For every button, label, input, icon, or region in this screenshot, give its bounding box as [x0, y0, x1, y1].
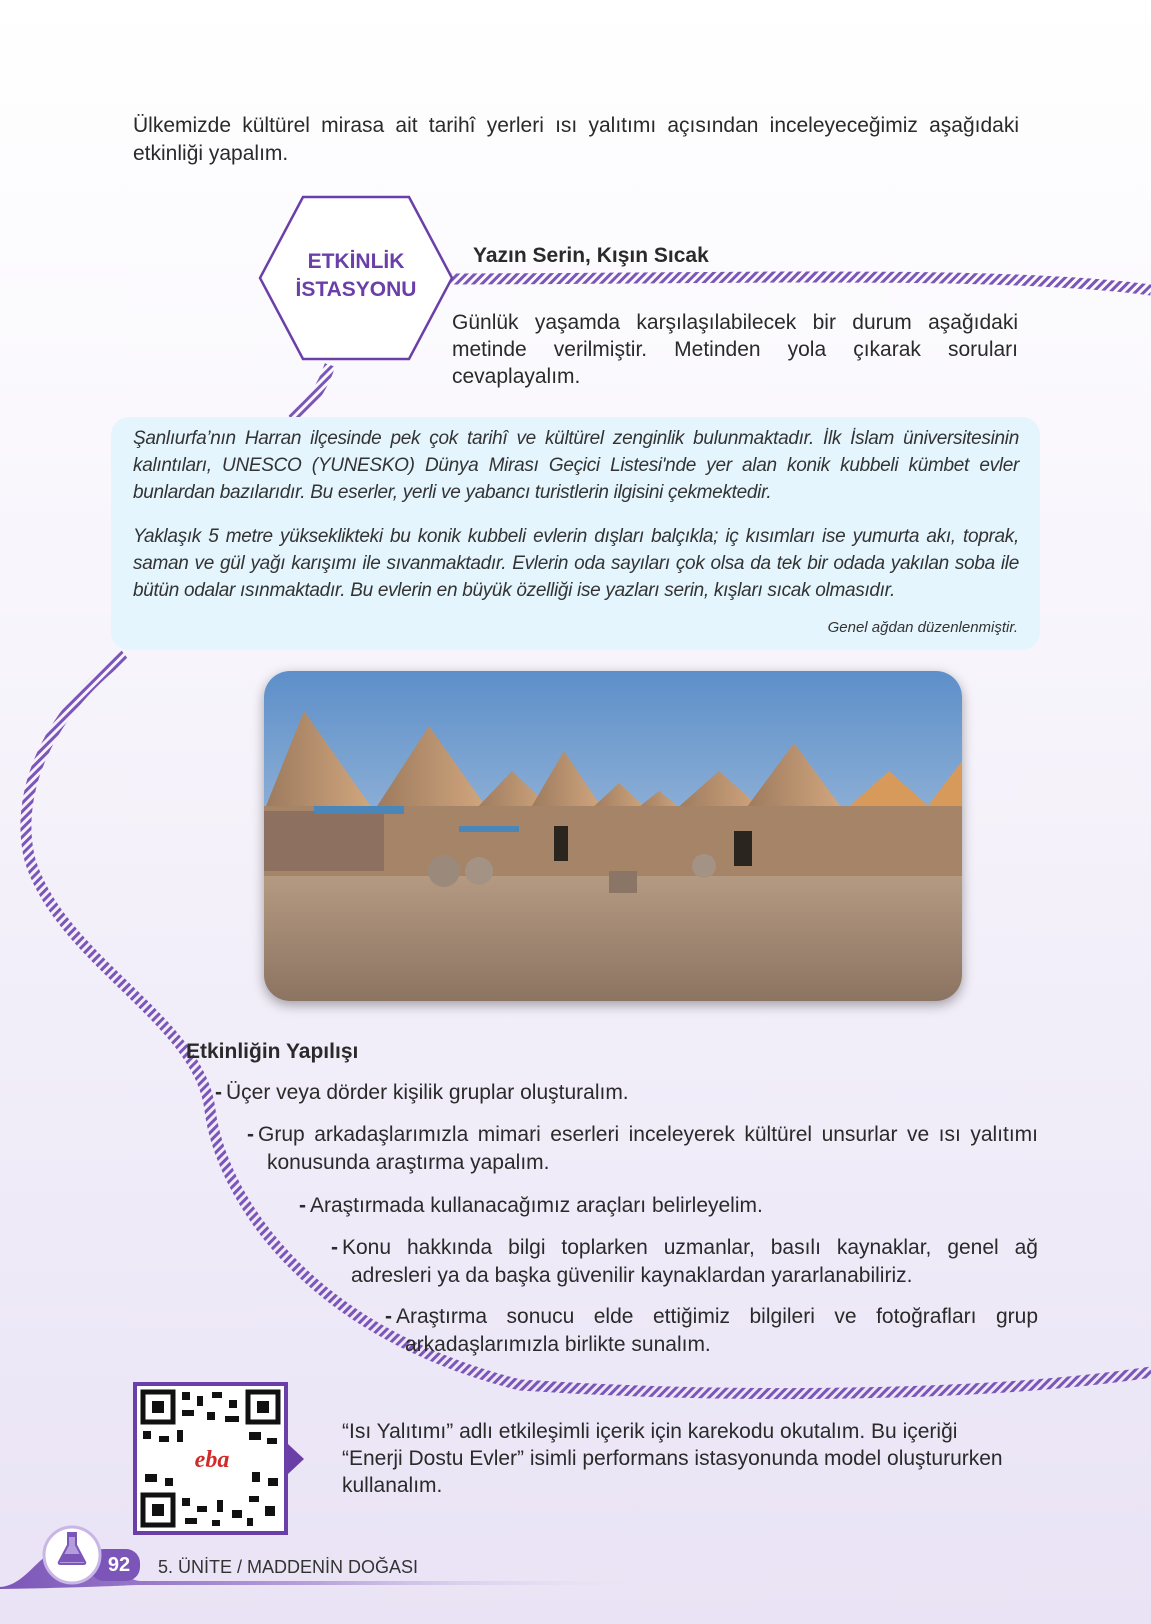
step-item: [331, 1234, 1038, 1290]
steps-title: Etkinliğin Yapılışı: [186, 1040, 359, 1063]
step-text: Konu hakkında bilgi toplarken uzmanlar, basılı kaynaklar, genel ağ adresleri ya da başka güvenilir kaynaklardan yararlanabiliriz.: [342, 1236, 1038, 1287]
flask-icon: [56, 1530, 88, 1566]
step-text: Grup arkadaşlarımızla mimari eserleri inceleyerek kültürel unsurlar ve ısı yalıtımı konusunda araştırma yapalım.: [258, 1123, 1038, 1174]
step-item: [299, 1192, 999, 1220]
step-dash: -: [215, 1081, 222, 1104]
step-dash: -: [331, 1236, 338, 1259]
step-dash: -: [247, 1123, 254, 1146]
step-dash: -: [299, 1194, 306, 1217]
station-label-line2: İSTASYONU: [295, 278, 417, 301]
step-dash: -: [385, 1305, 392, 1328]
station-label-line1: ETKİNLİK: [307, 250, 405, 273]
info-paragraph-1: Şanlıurfa’nın Harran ilçesinde pek çok tarihî ve kültürel zenginlik bulunmaktadır. İlk İslam üniversitesinin kalıntıları, UNESCO (YUNESKO) Dünya Mirası Geçici Listesi'nde yer alan konik kubbeli kümbet evler bunlardan bazılarıdır. Bu eserler, yerli ve yabancı turistlerin ilgisini çekmektedir.: [133, 428, 1019, 503]
page-number: 92: [107, 1554, 131, 1576]
step-text: Üçer veya dörder kişilik gruplar oluşturalım.: [226, 1081, 629, 1104]
info-source: Genel ağdan düzenlenmiştir.: [827, 619, 1018, 636]
step-text: Araştırma sonucu elde ettiğimiz bilgileri ve fotoğrafları grup arkadaşlarımızla birlikte sunalım.: [396, 1305, 1038, 1356]
qr-arrow-icon: [288, 1444, 304, 1474]
info-box: [111, 417, 1040, 650]
eba-logo: eba: [194, 1447, 230, 1473]
activity-title: Yazın Serin, Kışın Sıcak: [473, 244, 709, 267]
step-item: [385, 1303, 1038, 1359]
activity-description: Günlük yaşamda karşılaşılabilecek bir durum aşağıdaki metinde verilmiştir. Metinden yola çıkarak soruları cevaplayalım.: [452, 311, 1018, 388]
info-paragraph-2: Yaklaşık 5 metre yükseklikteki bu konik kubbeli evlerin dışları balçıkla; iç kısımları ise yumurta akı, toprak, saman ve gül yağı karışımı ile sıvanmaktadır. Evlerin oda sayıları çok olsa da tek bir odada yakılan soba ile bütün odalar ısınmaktadır. Bu evlerin en büyük özelliği ise yazları serin, kışları sıcak olmasıdır.: [133, 526, 1019, 601]
intro-text: Ülkemizde kültürel mirasa ait tarihî yerleri ısı yalıtımı açısından inceleyeceğimiz aşağıdaki etkinliği yapalım.: [133, 114, 1019, 165]
step-item: [247, 1121, 1038, 1177]
harran-houses-photo: [264, 671, 962, 1001]
step-item: [215, 1079, 995, 1107]
station-label: [258, 248, 454, 304]
step-text: Araştırmada kullanacağımız araçları belirleyelim.: [310, 1194, 763, 1217]
qr-instruction-text: “Isı Yalıtımı” adlı etkileşimli içerik için karekodu okutalım. Bu içeriği “Enerji Dostu Evler” isimli performans istasyonunda model oluştururken kullanalım.: [342, 1420, 1003, 1497]
unit-label: 5. ÜNİTE / MADDENİN DOĞASI: [158, 1557, 419, 1577]
qr-code[interactable]: [133, 1382, 288, 1535]
